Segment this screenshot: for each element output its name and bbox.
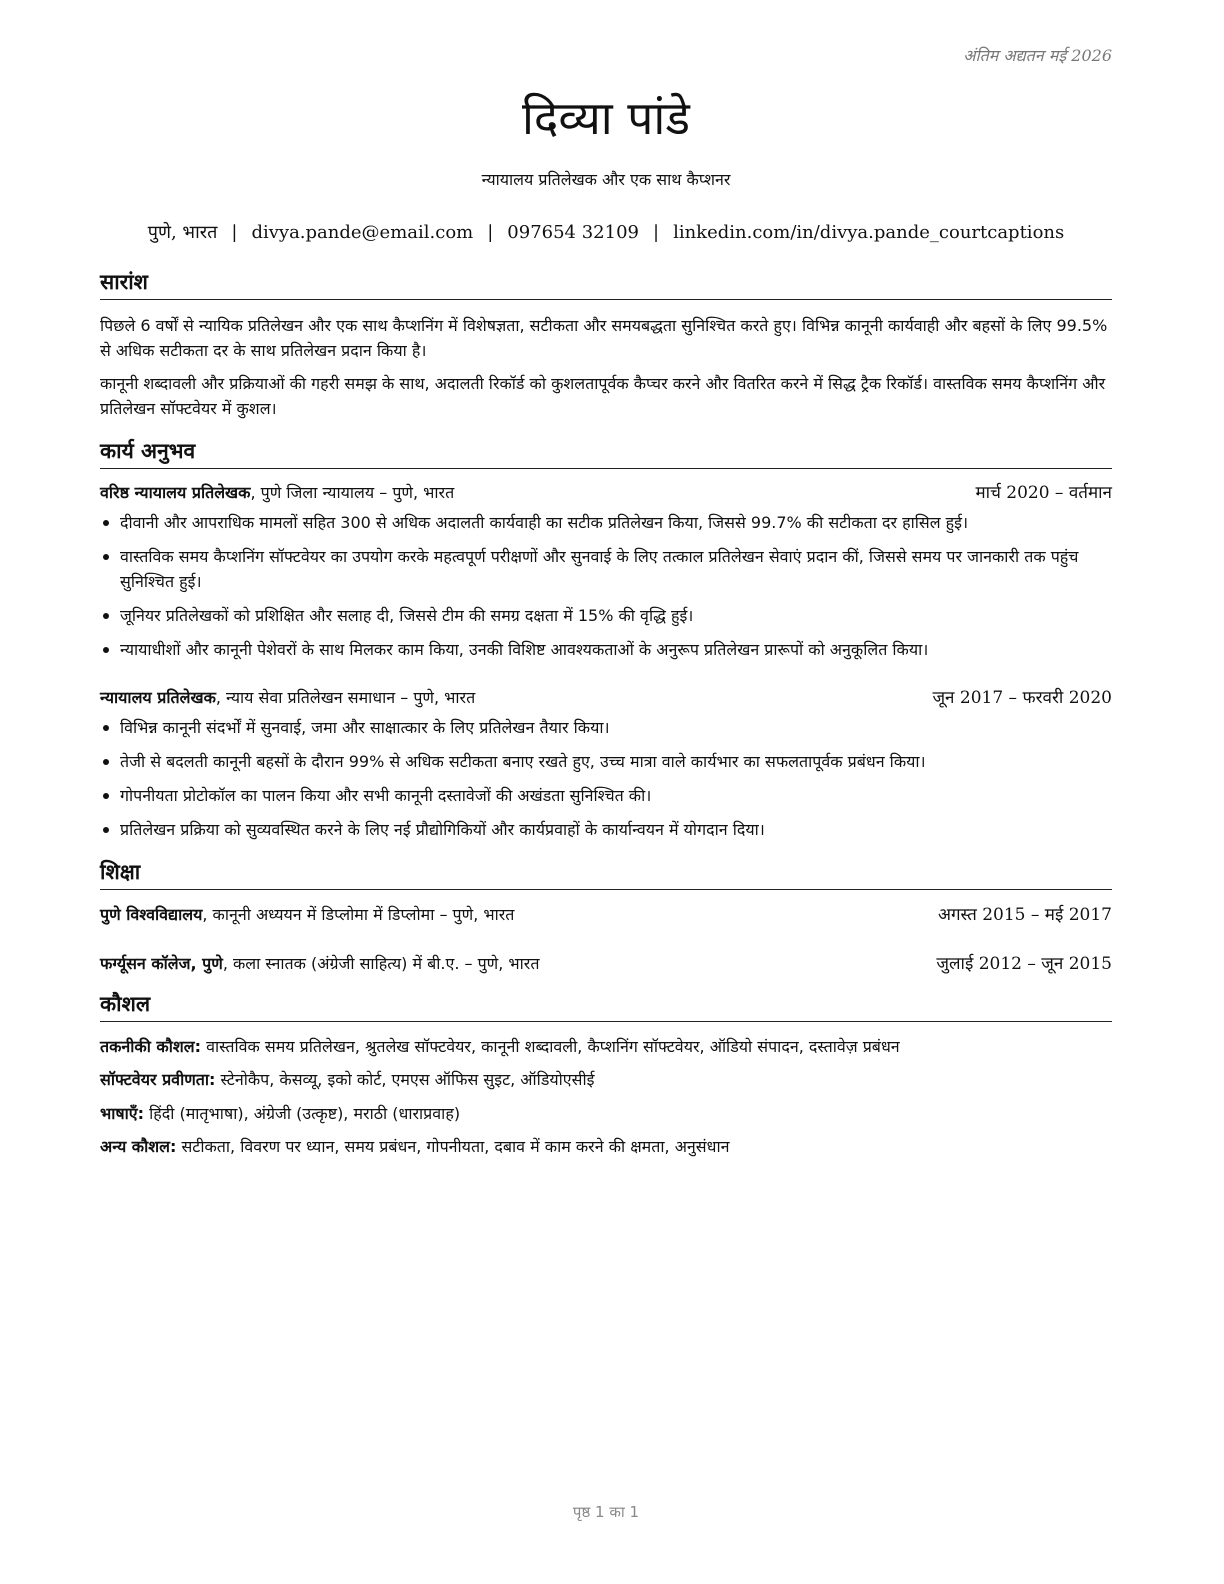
skill-label: तकनीकी कौशल: xyxy=(100,1037,201,1056)
job-dates: मार्च 2020 – वर्तमान xyxy=(975,483,1112,503)
job-bullet: वास्तविक समय कैप्शनिंग सॉफ्टवेयर का उपयोग करके महत्वपूर्ण परीक्षणों और सुनवाई के लिए तत्काल प्रतिलेखन सेवाएं प्रदान कीं, जिससे समय पर जानकारी तक पहुंच सुनिश्चित हुई। xyxy=(100,544,1112,594)
job-bullet: गोपनीयता प्रोटोकॉल का पालन किया और सभी कानूनी दस्तावेजों की अखंडता सुनिश्चित की। xyxy=(100,783,1112,808)
summary-heading: सारांश xyxy=(100,268,1112,300)
job-bullet: दीवानी और आपराधिक मामलों सहित 300 से अधिक अदालती कार्यवाही का सटीक प्रतिलेखन किया, जिससे 99.7% की सटीकता दर हासिल हुई। xyxy=(100,510,1112,535)
skill-line xyxy=(100,1036,1112,1058)
education-entry xyxy=(100,953,1112,975)
contact-phone: 097654 32109 xyxy=(507,222,639,243)
job-title-line xyxy=(100,482,454,504)
skill-value: सटीकता, विवरण पर ध्यान, समय प्रबंधन, गोपनीयता, दबाव में काम करने की क्षमता, अनुसंधान xyxy=(176,1137,730,1156)
job-bullets xyxy=(100,510,1112,671)
job-header xyxy=(100,482,1112,504)
education-details: , कानूनी अध्ययन में डिप्लोमा में डिप्लोमा – पुणे, भारत xyxy=(202,905,515,924)
job-bullet: जूनियर प्रतिलेखकों को प्रशिक्षित और सलाह दी, जिससे टीम की समग्र दक्षता में 15% की वृद्धि हुई। xyxy=(100,603,1112,628)
resume-page xyxy=(100,0,1112,1584)
skill-line xyxy=(100,1103,1112,1125)
job-title: वरिष्ठ न्यायालय प्रतिलेखक xyxy=(100,483,251,502)
job-org: , न्याय सेवा प्रतिलेखन समाधान – पुणे, भारत xyxy=(215,688,476,707)
contact-separator: | xyxy=(653,222,660,243)
education-line xyxy=(100,904,514,926)
contact-separator: | xyxy=(487,222,494,243)
contact-line xyxy=(100,220,1112,244)
contact-separator: | xyxy=(231,222,238,243)
contact-email-link[interactable]: divya.pande@email.com xyxy=(251,222,474,243)
candidate-name: दिव्या पांडे xyxy=(522,91,690,145)
education-dates: जुलाई 2012 – जून 2015 xyxy=(936,954,1112,974)
education-institution: पुणे विश्वविद्यालय xyxy=(100,905,203,924)
job-bullet: न्यायाधीशों और कानूनी पेशेवरों के साथ मिलकर काम किया, उनकी विशिष्ट आवश्यकताओं के अनुरूप प्रतिलेखन प्रारूपों को अनुकूलित किया। xyxy=(100,637,1112,662)
skill-label: भाषाएँ: xyxy=(100,1104,145,1123)
skill-line xyxy=(100,1136,1112,1158)
summary-paragraph: पिछले 6 वर्षों से न्यायिक प्रतिलेखन और एक साथ कैप्शनिंग में विशेषज्ञता, सटीकता और समयबद्धता सुनिश्चित करते हुए। विभिन्न कानूनी कार्यवाही और बहसों के लिए 99.5% से अधिक सटीकता दर के साथ प्रतिलेखन प्रदान किया है। xyxy=(100,316,1108,360)
job-dates: जून 2017 – फरवरी 2020 xyxy=(932,688,1112,708)
education-institution: फर्ग्यूसन कॉलेज, पुणे xyxy=(100,954,223,973)
tagline: न्यायालय प्रतिलेखक और एक साथ कैप्शनर xyxy=(481,170,731,189)
education-details: , कला स्नातक (अंग्रेजी साहित्य) में बी.ए. – पुणे, भारत xyxy=(222,954,540,973)
contact-linkedin-link[interactable]: linkedin.com/in/divya.pande_courtcaptions xyxy=(673,222,1065,243)
job-bullets xyxy=(100,715,1112,851)
job-title: न्यायालय प्रतिलेखक xyxy=(100,688,216,707)
skills-heading: कौशल xyxy=(100,990,1112,1022)
skill-label: अन्य कौशल: xyxy=(100,1137,177,1156)
education-heading: शिक्षा xyxy=(100,858,1112,890)
education-entry xyxy=(100,904,1112,926)
skill-value: स्टेनोकैप, केसव्यू, इको कोर्ट, एमएस ऑफिस सुइट, ऑडियोएसीई xyxy=(215,1070,595,1089)
skill-line xyxy=(100,1069,1112,1091)
summary-paragraph: कानूनी शब्दावली और प्रक्रियाओं की गहरी समझ के साथ, अदालती रिकॉर्ड को कुशलतापूर्वक कैप्चर करने और वितरित करने में सिद्ध ट्रैक रिकॉर्ड। वास्तविक समय कैप्शनिंग और प्रतिलेखन सॉफ्टवेयर में कुशल। xyxy=(100,374,1106,418)
skill-value: वास्तविक समय प्रतिलेखन, श्रुतलेख सॉफ्टवेयर, कानूनी शब्दावली, कैप्शनिंग सॉफ्टवेयर, ऑडियो संपादन, दस्तावेज़ प्रबंधन xyxy=(201,1037,900,1056)
skill-value: हिंदी (मातृभाषा), अंग्रेजी (उत्कृष्ट), मराठी (धाराप्रवाह) xyxy=(144,1104,461,1123)
contact-location: पुणे, भारत xyxy=(147,222,218,243)
job-bullet: विभिन्न कानूनी संदर्भों में सुनवाई, जमा और साक्षात्कार के लिए प्रतिलेखन तैयार किया। xyxy=(100,715,1112,740)
last-updated: अंतिम अद्यतन मई 2026 xyxy=(963,46,1112,65)
job-header xyxy=(100,687,1112,709)
education-line xyxy=(100,953,539,975)
job-bullet: तेजी से बदलती कानूनी बहसों के दौरान 99% से अधिक सटीकता बनाए रखते हुए, उच्च मात्रा वाले कार्यभार का सफलतापूर्वक प्रबंधन किया। xyxy=(100,749,1112,774)
education-dates: अगस्त 2015 – मई 2017 xyxy=(937,905,1112,925)
skill-label: सॉफ्टवेयर प्रवीणता: xyxy=(100,1070,216,1089)
experience-heading: कार्य अनुभव xyxy=(100,437,1112,469)
job-bullet: प्रतिलेखन प्रक्रिया को सुव्यवस्थित करने के लिए नई प्रौद्योगिकियों और कार्यप्रवाहों के कार्यान्वयन में योगदान दिया। xyxy=(100,817,1112,842)
job-org: , पुणे जिला न्यायालय – पुणे, भारत xyxy=(250,483,455,502)
page-number: पृष्ठ 1 का 1 xyxy=(572,1503,640,1521)
job-title-line xyxy=(100,687,475,709)
